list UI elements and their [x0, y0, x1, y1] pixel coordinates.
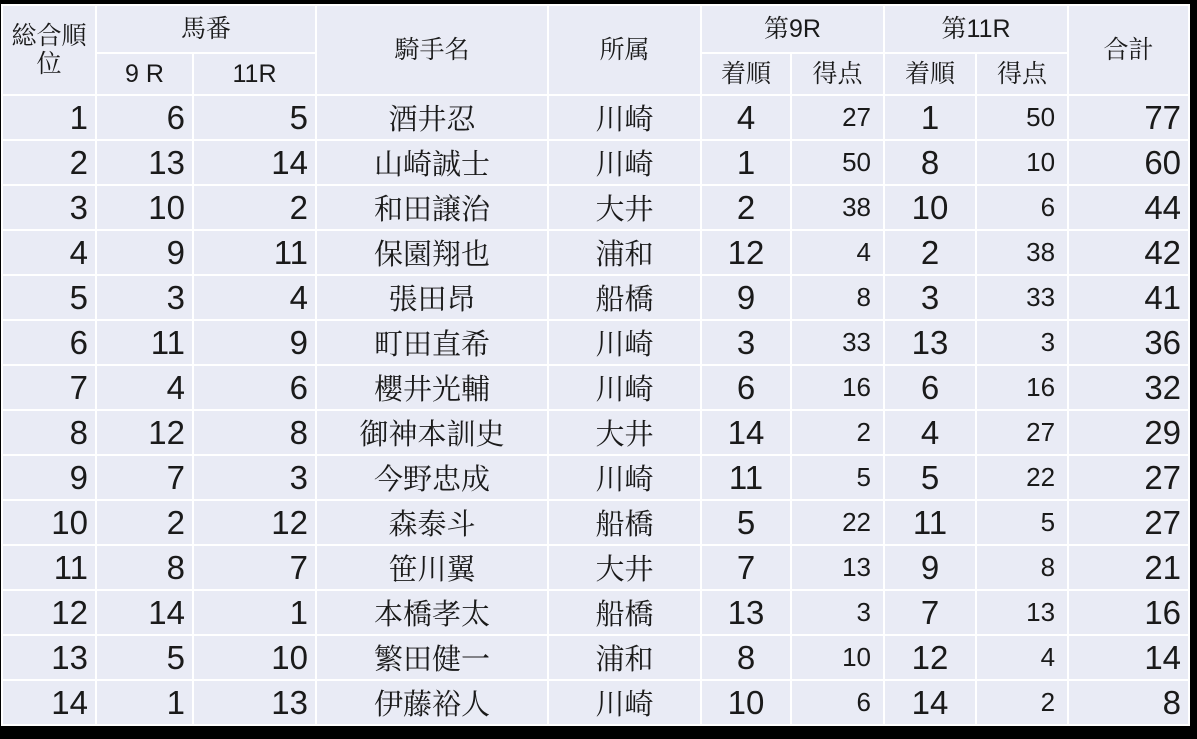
cell-points-9r: 3	[792, 591, 883, 634]
cell-affiliation: 川崎	[549, 141, 700, 184]
cell-points-11r: 27	[977, 411, 1067, 454]
cell-points-9r: 10	[792, 636, 883, 679]
cell-jockey-name: 張田昂	[317, 276, 547, 319]
cell-jockey-name: 本橋孝太	[317, 591, 547, 634]
cell-overall-rank: 12	[3, 591, 95, 634]
cell-horse-11r: 9	[194, 321, 315, 364]
cell-finish-9r: 9	[702, 276, 790, 319]
cell-points-9r: 2	[792, 411, 883, 454]
cell-horse-9r: 12	[97, 411, 192, 454]
header-horse-11r: 11R	[194, 54, 315, 94]
cell-finish-11r: 14	[885, 681, 975, 724]
cell-horse-11r: 5	[194, 96, 315, 139]
cell-finish-11r: 5	[885, 456, 975, 499]
table-row	[3, 501, 1188, 544]
cell-horse-9r: 8	[97, 546, 192, 589]
cell-finish-11r: 4	[885, 411, 975, 454]
table-row	[3, 681, 1188, 724]
cell-overall-rank: 2	[3, 141, 95, 184]
cell-horse-11r: 4	[194, 276, 315, 319]
cell-jockey-name: 今野忠成	[317, 456, 547, 499]
cell-horse-9r: 9	[97, 231, 192, 274]
cell-affiliation: 川崎	[549, 96, 700, 139]
table-row	[3, 456, 1188, 499]
table-row	[3, 276, 1188, 319]
cell-finish-9r: 3	[702, 321, 790, 364]
table-row	[3, 636, 1188, 679]
cell-jockey-name: 保園翔也	[317, 231, 547, 274]
cell-overall-rank: 8	[3, 411, 95, 454]
cell-horse-9r: 2	[97, 501, 192, 544]
cell-points-9r: 4	[792, 231, 883, 274]
cell-jockey-name: 山崎誠士	[317, 141, 547, 184]
table-row	[3, 546, 1188, 589]
header-affiliation: 所属	[549, 6, 700, 94]
cell-jockey-name: 笹川翼	[317, 546, 547, 589]
cell-horse-9r: 11	[97, 321, 192, 364]
cell-affiliation: 浦和	[549, 231, 700, 274]
cell-overall-rank: 13	[3, 636, 95, 679]
cell-horse-9r: 13	[97, 141, 192, 184]
cell-horse-9r: 6	[97, 96, 192, 139]
table-row	[3, 96, 1188, 139]
cell-horse-11r: 11	[194, 231, 315, 274]
header-finish-9r: 着順	[702, 54, 790, 94]
cell-finish-9r: 13	[702, 591, 790, 634]
cell-finish-9r: 12	[702, 231, 790, 274]
cell-horse-11r: 10	[194, 636, 315, 679]
cell-affiliation: 大井	[549, 546, 700, 589]
cell-jockey-name: 伊藤裕人	[317, 681, 547, 724]
cell-total: 29	[1069, 411, 1188, 454]
cell-points-11r: 4	[977, 636, 1067, 679]
cell-finish-11r: 11	[885, 501, 975, 544]
cell-jockey-name: 和田譲治	[317, 186, 547, 229]
cell-horse-9r: 3	[97, 276, 192, 319]
cell-affiliation: 大井	[549, 411, 700, 454]
cell-finish-9r: 1	[702, 141, 790, 184]
cell-jockey-name: 酒井忍	[317, 96, 547, 139]
table-row	[3, 411, 1188, 454]
cell-jockey-name: 櫻井光輔	[317, 366, 547, 409]
header-finish-11r: 着順	[885, 54, 975, 94]
header-points-9r: 得点	[792, 54, 883, 94]
cell-jockey-name: 御神本訓史	[317, 411, 547, 454]
header-jockey-name: 騎手名	[317, 6, 547, 94]
table-header	[3, 6, 1188, 94]
cell-finish-11r: 10	[885, 186, 975, 229]
cell-affiliation: 大井	[549, 186, 700, 229]
cell-finish-11r: 6	[885, 366, 975, 409]
table-row	[3, 141, 1188, 184]
cell-points-11r: 13	[977, 591, 1067, 634]
cell-finish-9r: 4	[702, 96, 790, 139]
cell-affiliation: 川崎	[549, 681, 700, 724]
cell-horse-11r: 7	[194, 546, 315, 589]
cell-finish-11r: 2	[885, 231, 975, 274]
cell-jockey-name: 町田直希	[317, 321, 547, 364]
cell-finish-9r: 11	[702, 456, 790, 499]
cell-points-11r: 5	[977, 501, 1067, 544]
cell-horse-11r: 1	[194, 591, 315, 634]
header-horse-number: 馬番	[97, 6, 315, 52]
cell-total: 27	[1069, 501, 1188, 544]
cell-points-11r: 50	[977, 96, 1067, 139]
cell-finish-11r: 3	[885, 276, 975, 319]
cell-affiliation: 川崎	[549, 456, 700, 499]
cell-points-11r: 2	[977, 681, 1067, 724]
header-race9: 第9R	[702, 6, 883, 52]
cell-finish-9r: 5	[702, 501, 790, 544]
cell-finish-11r: 8	[885, 141, 975, 184]
cell-points-9r: 50	[792, 141, 883, 184]
cell-points-11r: 33	[977, 276, 1067, 319]
cell-affiliation: 船橋	[549, 591, 700, 634]
cell-finish-9r: 14	[702, 411, 790, 454]
cell-points-9r: 5	[792, 456, 883, 499]
cell-total: 8	[1069, 681, 1188, 724]
table-row	[3, 366, 1188, 409]
cell-jockey-name: 繁田健一	[317, 636, 547, 679]
cell-total: 21	[1069, 546, 1188, 589]
cell-affiliation: 浦和	[549, 636, 700, 679]
cell-overall-rank: 4	[3, 231, 95, 274]
cell-horse-9r: 10	[97, 186, 192, 229]
cell-points-9r: 27	[792, 96, 883, 139]
cell-finish-11r: 13	[885, 321, 975, 364]
cell-finish-11r: 1	[885, 96, 975, 139]
cell-finish-9r: 2	[702, 186, 790, 229]
cell-horse-9r: 14	[97, 591, 192, 634]
cell-points-11r: 16	[977, 366, 1067, 409]
cell-horse-9r: 1	[97, 681, 192, 724]
cell-horse-9r: 5	[97, 636, 192, 679]
cell-points-9r: 6	[792, 681, 883, 724]
standings-body	[3, 96, 1188, 724]
cell-total: 14	[1069, 636, 1188, 679]
cell-points-9r: 22	[792, 501, 883, 544]
cell-horse-9r: 7	[97, 456, 192, 499]
header-horse-9r: 9 R	[97, 54, 192, 94]
header-race11: 第11R	[885, 6, 1067, 52]
cell-points-9r: 8	[792, 276, 883, 319]
cell-total: 16	[1069, 591, 1188, 634]
cell-points-11r: 10	[977, 141, 1067, 184]
cell-overall-rank: 14	[3, 681, 95, 724]
cell-horse-11r: 3	[194, 456, 315, 499]
cell-horse-11r: 13	[194, 681, 315, 724]
cell-overall-rank: 7	[3, 366, 95, 409]
cell-overall-rank: 10	[3, 501, 95, 544]
cell-points-9r: 16	[792, 366, 883, 409]
cell-overall-rank: 5	[3, 276, 95, 319]
cell-horse-9r: 4	[97, 366, 192, 409]
cell-points-11r: 38	[977, 231, 1067, 274]
table-row	[3, 591, 1188, 634]
table-row	[3, 231, 1188, 274]
cell-affiliation: 船橋	[549, 276, 700, 319]
table-row	[3, 321, 1188, 364]
cell-points-11r: 6	[977, 186, 1067, 229]
cell-total: 60	[1069, 141, 1188, 184]
cell-affiliation: 川崎	[549, 321, 700, 364]
cell-finish-9r: 10	[702, 681, 790, 724]
cell-overall-rank: 1	[3, 96, 95, 139]
cell-finish-11r: 9	[885, 546, 975, 589]
cell-total: 27	[1069, 456, 1188, 499]
cell-finish-9r: 6	[702, 366, 790, 409]
cell-total: 32	[1069, 366, 1188, 409]
header-total: 合計	[1069, 6, 1188, 94]
cell-points-11r: 3	[977, 321, 1067, 364]
cell-total: 41	[1069, 276, 1188, 319]
header-overall-rank: 総合順位	[3, 6, 95, 94]
cell-points-11r: 8	[977, 546, 1067, 589]
table-row	[3, 186, 1188, 229]
cell-points-11r: 22	[977, 456, 1067, 499]
cell-total: 44	[1069, 186, 1188, 229]
cell-overall-rank: 11	[3, 546, 95, 589]
cell-affiliation: 船橋	[549, 501, 700, 544]
cell-horse-11r: 14	[194, 141, 315, 184]
jockey-standings-table	[1, 4, 1190, 726]
cell-total: 77	[1069, 96, 1188, 139]
cell-horse-11r: 8	[194, 411, 315, 454]
cell-points-9r: 38	[792, 186, 883, 229]
cell-total: 36	[1069, 321, 1188, 364]
cell-finish-11r: 12	[885, 636, 975, 679]
cell-horse-11r: 6	[194, 366, 315, 409]
cell-overall-rank: 3	[3, 186, 95, 229]
cell-horse-11r: 12	[194, 501, 315, 544]
cell-total: 42	[1069, 231, 1188, 274]
cell-finish-9r: 8	[702, 636, 790, 679]
cell-jockey-name: 森泰斗	[317, 501, 547, 544]
cell-overall-rank: 9	[3, 456, 95, 499]
cell-overall-rank: 6	[3, 321, 95, 364]
cell-horse-11r: 2	[194, 186, 315, 229]
header-points-11r: 得点	[977, 54, 1067, 94]
cell-finish-9r: 7	[702, 546, 790, 589]
cell-finish-11r: 7	[885, 591, 975, 634]
cell-points-9r: 33	[792, 321, 883, 364]
cell-points-9r: 13	[792, 546, 883, 589]
cell-affiliation: 川崎	[549, 366, 700, 409]
